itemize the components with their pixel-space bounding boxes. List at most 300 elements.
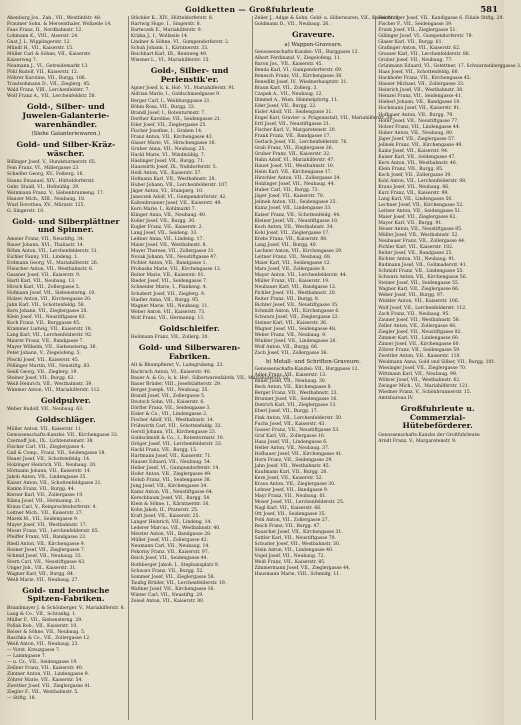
directory-entry: Kainz Josef, VII., Lindengasse 33. <box>254 206 332 212</box>
directory-entry: Neumann Carl, VII., Neubaug. 14. <box>130 544 210 550</box>
directory-entry: Heinrich Josef, VII., Westbahnstr. 38. <box>378 88 464 94</box>
directory-entry: Adler Franz, VII., Kaiserstr. 13. <box>254 373 327 379</box>
directory-entry: Lehner Josef, VII., Bandgasse 9. <box>254 487 329 493</box>
directory-entry: Winter Carl, VII., Neustiftg. 29. <box>130 592 204 598</box>
directory-entry: Brandmayer J. & Schönberger, V., Mariahilferstr. 8. <box>7 605 125 611</box>
directory-entry: Stadler Anna, VII., Burgg. 95. <box>130 297 200 303</box>
directory-entry: Lang Josef, VII., Burgg. 40. <box>254 242 318 248</box>
directory-entry: Gruber Franz, VII., Kaiserstr. 32. <box>254 152 331 158</box>
running-head <box>5 3 500 16</box>
directory-entry: Kaiser Franz, VII., Schottenfeldg. 44. <box>254 212 341 218</box>
directory-entry: Glaser Karl, VII., Burgg. 61. <box>378 40 443 46</box>
page-title: Goldketten — Großfuhrleute <box>185 5 315 14</box>
directory-entry: Pichler Karl, VII., Kaiserstr. 102. <box>378 245 454 251</box>
directory-entry: Genossenschafts-Kanzlei: VII., Burggasse 12. <box>254 49 359 55</box>
directory-entry: Heller Anton, VII., Neubaug. 37. <box>254 445 330 451</box>
directory-entry: Peter Johann, V., Ziegelofeng. 5. <box>7 351 81 357</box>
directory-entry: Kaltenbrunner Josef, VII., Kaiserstr. 49. <box>130 201 222 207</box>
directory-entry: Huber Carl, VII., Burgg. 73. <box>254 188 319 194</box>
directory-entry: Zach Josef, VII., Zollergasse 36. <box>254 351 328 357</box>
directory-entry: Jelinek Anton, VII., Seidengasse 25. <box>254 200 337 206</box>
directory-entry: Hofbauer Josef, VII., Kirchengasse 41. <box>254 451 343 457</box>
directory-entry: Weber Josef, VII., Burgg. 97. <box>378 293 445 299</box>
directory-entry: Ameier Franz, VII., Neustiftg. 34. <box>7 236 85 242</box>
directory-entry: Wöhrer Josef, VII., Westbahnstr. 62. <box>378 377 461 383</box>
directory-entry: Wolf Anton, VII., Burgg. 66. <box>254 345 319 351</box>
section-heading: Goldschläger. <box>36 415 96 425</box>
directory-entry: Pöllinger Martin, VII., Neustiftg. 83. <box>7 363 91 369</box>
directory-entry: Eichler Fanny, VII., Lindeng. 1. <box>7 254 79 260</box>
directory-entry: Heller Josef, VI., Gumpendorferstr. 14. <box>130 466 220 471</box>
directory-entry: Kern Johann, VII., Zieglergasse 28. <box>7 309 88 315</box>
directory-entry: Unger Joh., VII., Kaiserstr. 31. <box>7 565 77 571</box>
directory-entry: Heinzel Franz, VII., Seidengasse 41. <box>378 94 463 100</box>
directory-entry: Leitner Anton, VII., Seidengasse 51. <box>378 209 462 214</box>
directory-entry: Maier Josef, VII., Zieglergasse 62. <box>378 215 457 221</box>
directory-entry: Haas Josef, VII., Schottenfeldg. 60. <box>378 70 459 76</box>
directory-entry: Lang Karl, VII., Lindengasse 50. <box>378 196 453 202</box>
directory-entry: Holzinger Heinrich, VII., Neubaug. 20. <box>7 463 97 469</box>
directory-entry: Novak Johann, VII., Neustiftgasse 47. <box>130 255 218 261</box>
directory-entry: Kaufmann Karl, VII., Burgg. 28. <box>254 469 328 475</box>
directory-entry: Pokorny Franz, VII., Kaiserstr. 97. <box>130 550 210 556</box>
directory-entry: Benedikt Josef, IV., Wiednerhauptstr. 31. <box>254 79 348 85</box>
directory-entry: Zöhrer Marie, VII., Kaiserstr. 54. <box>7 678 83 684</box>
directory-entry: Mündl H., VII., Kaiserstr. 15. <box>7 46 74 52</box>
directory-entry: Wolf Josef, VII., Lerchenfelderstr. 112. <box>378 305 467 311</box>
directory-entry: Holzer Anton, VII., Kirchengasse 20. <box>7 297 92 303</box>
directory-entry: Richter Josef, VII., Neustiftgasse 35. <box>254 302 339 308</box>
directory-entry: Erdmann Georg, VI., Mariahilferstr. 26. <box>7 261 99 266</box>
directory-entry: Frank Franz, VII., Bandgasse 17. <box>254 134 331 140</box>
directory-entry: Fischer Josefine, I., Graben 14. <box>130 128 203 134</box>
directory-entry: Klein & Söhne, I., Kärntnerstr. 16. <box>130 502 210 508</box>
directory-entry: Rudmann Josef, VII., Gollmaderstr. 41. <box>378 263 468 269</box>
directory-entry: Stein Anton, VII., Lindengasse 40. <box>254 548 334 554</box>
directory-entry: Zimmermann Josef, VII., Zieglergasse 44. <box>254 566 351 572</box>
directory-entry: Czernoff Joh., IX., Lichtensteinstr. 38. <box>7 438 94 444</box>
directory-entry: Janeczek Adolf, VI., Gumpendorferstr. 42. <box>130 195 227 200</box>
directory-entry: Genossenschafts-Kanzlei: VII., Burggasse 12. <box>254 367 359 373</box>
directory-entry: Schmid Josef, VII., Neubaug. 33. <box>7 553 83 559</box>
directory-entry: Leitner Anna, VII., Lindeng. 17. <box>130 237 204 243</box>
directory-entry: Vogel Josef, VII., Neubaug. 72. <box>254 554 325 560</box>
directory-entry: Neumann J., VI., Getreidemarkt 13. <box>7 64 89 70</box>
directory-entry: Reiter Marie, VII., Kaiserstr. 61. <box>130 273 205 279</box>
directory-entry: Reich Franz, VII., Burgg. 47. <box>254 524 321 530</box>
directory-entry: Lechner Anton, VII., Kirchengasse 29. <box>254 248 343 254</box>
directory-entry: Brunner Josef, VII., Seidengasse 16. <box>254 397 338 403</box>
directory-entry: Maier Josef, VII., Westbahnstr. 8. <box>130 243 207 249</box>
directory-entry: Sattler Karl, VII., Neustiftgasse 70. <box>254 536 336 542</box>
directory-entry: Klein Franz, VII., Burgg. 85. <box>378 166 444 172</box>
directory-entry: Wald Franz, VIII., Lerchenfeldstr. 7. <box>7 88 90 94</box>
directory-entry: Müller Josef, VII., Zollergasse 42. <box>130 538 209 544</box>
directory-entry: Gruber Anna, VII., Neubaug. 25. <box>130 146 206 152</box>
directory-entry: Kerschbaum Josef, VII., Burgg. 54. <box>130 496 211 502</box>
directory-entry: Weiß Anton, VII., Neubaug. 23. <box>7 642 79 648</box>
directory-entry: Gerstl Johann, VII., Kirchengasse 23. <box>130 429 217 435</box>
directory-entry: Kern Josef, VII., Kaiserstr. 52. <box>254 475 323 481</box>
directory-entry: Klima Josef, VII., Hermanng. 21. <box>7 499 82 505</box>
directory-entry: Moser Anton, VII., Neustiftgasse 85. <box>378 227 463 233</box>
directory-entry: Neubauer Franz, VII., Zollergasse 44. <box>378 239 466 245</box>
directory-entry: Goldmann D., VII., Neubaug. 26. <box>254 22 330 28</box>
directory-entry: Genossenschafts-Kanzlei der Großfuhrleute: <box>378 432 481 438</box>
directory-entry: Gillinger Josef, VI., Gumpendorferstr. 79. <box>378 34 473 40</box>
directory-entry: Kamm Franz, VII., Burgg. 44. <box>7 487 76 493</box>
directory-entry: Eisler Adolf, VII., Seidengasse 31. <box>254 109 333 115</box>
directory-entry: Heim Karl, VII., Kirchengasse 17. <box>254 170 332 176</box>
directory-entry: Frank Josef, VII., Zieglergasse 51. <box>378 28 457 34</box>
directory-entry: Berger Carl, I., Weihburggasse 21. <box>130 98 211 104</box>
directory-entry: Haslinger Josef, VII., Burgg. 71. <box>130 158 205 164</box>
directory-entry: Zwettler Josef, VII., Zieglergasse 41. <box>7 684 92 690</box>
directory-entry: Pichler Anton, VII., Bandgasse 1. <box>130 261 207 267</box>
directory-entry: Wagner Josef, VII., Seidengasse 48. <box>254 327 337 333</box>
directory-entry: Kaiser Anton, VII., Schottenfeldgasse 21. <box>7 481 103 487</box>
directory-entry: Maurer Franz, VII., Bandgasse 7. <box>7 339 84 345</box>
directory-entry: Schwarz Anton, VII., Kirchengasse 56. <box>378 275 468 281</box>
directory-entry: Kaiserweg 7. <box>7 58 38 64</box>
directory-entry: Koch Anton, VII., Westbahnstr. 34. <box>254 224 334 230</box>
directory-entry: Schmidt Anton, VII., Kirchengasse 6. <box>254 309 340 314</box>
directory-entry: Jahn Karl, VII., Schottenfeldg. 58. <box>7 303 86 309</box>
directory-entry: Hauer Josef, VII., Schottenfeldg. 14. <box>7 457 91 463</box>
directory-entry: Moser Josef, VII., Lerchenfelderstr. 25. <box>254 499 345 505</box>
directory-entry: Hartwig Hugo, I., Singerstr. 8. <box>130 22 202 28</box>
directory-entry: Mayr Franz, VII., Neubaug. 61. <box>254 493 327 499</box>
directory-entry: Jelinek Franz, VII., Kirchengasse 49. <box>378 142 463 148</box>
directory-entry: Hirschler Anton, VII., Zollergasse 24. <box>254 176 341 182</box>
directory-entry: Fleischer Anton, VII., Westbahnstr. 6. <box>7 267 94 273</box>
columns <box>5 16 521 720</box>
directory-entry: Gebr. Staidl, VI., Hofmühlg. 29. <box>7 184 80 190</box>
directory-entry: Eisler & Co., VII., Lindengasse 2. <box>130 411 208 417</box>
directory-entry: Fuchs Josef, VII., Kaiserstr. 43. <box>254 421 326 427</box>
directory-entry: Engel Karl, Gravier- u. Prägeanstalt, VII., Mariahilferstr. 34. <box>254 116 394 121</box>
directory-entry: Deutsch Sohn, VII., Kaiserstr. 6. <box>130 399 205 405</box>
directory-entry: Lang Josef, VII., Seideng. 33. <box>130 231 198 237</box>
directory-entry: Reiter Franz, VII., Burgg. 8. <box>254 296 320 302</box>
directory-entry: Ertl Josef, VII., Neustiftgasse 21. <box>254 122 331 128</box>
directory-entry: Schneider Marie, I., Plankeng. 4. <box>130 285 208 291</box>
directory-entry: Hanns Emanuel, XIV., Hütteldorferstr. <box>7 178 95 184</box>
directory-entry: — u. Cz., VII., Seidengasse 19. <box>7 660 78 666</box>
directory-entry: Dorfner Karoline, VII., Seidengasse 21. <box>130 116 222 122</box>
directory-entry: Mayer Josef, VII., Westbahnstr. 17. <box>7 523 88 529</box>
directory-entry: Brandl Josef, I., Rotenturmstr. 7. <box>130 110 206 116</box>
directory-entry: Kaiser Karl, VII., Seidengasse 47. <box>378 154 456 160</box>
directory-entry: Hofmann Karl, VII., Westbahnstr. 28. <box>130 176 216 182</box>
directory-entry: Kohl Josef, VII., Zieglergasse 17. <box>254 230 330 236</box>
directory-entry: Jäger Anton, VI., Stumperg. 10. <box>130 188 204 194</box>
directory-entry: Eder Josef, VII., Zieglergasse 25. <box>130 122 207 128</box>
directory-entry: Grünmann Eduard, VI., Gstettner, 17. Schwarzenberggasse 3. <box>378 64 521 70</box>
directory-entry: Wagner Karl, VII., Burgg. 84. <box>7 571 75 577</box>
directory-entry: Hahn Adolf, VI., Mariahilferstr. 47. <box>254 158 335 164</box>
directory-entry: Rothberger Jakob, I., Stephansplatz 9. <box>130 562 220 568</box>
directory-entry: Zeisel Anton, VII., Kaiserstr. 80. <box>130 598 205 604</box>
directory-entry: Müller Josef, VII., Westbahnstr. 52. <box>378 233 459 239</box>
directory-entry: Reiser & Söhne, VII., Neubaug. 5. <box>7 630 86 636</box>
directory-entry: Gust J. L. Wipplingerstr. 12. <box>7 40 71 46</box>
directory-entry: Eberl Josef, VII., Burgg. 17. <box>254 409 319 415</box>
section-heading: Goldpulver. <box>40 395 91 405</box>
directory-entry: Ziegler Josef, VII., Neustiftgasse 92. <box>378 329 462 335</box>
directory-entry: Bauer A. & Co., k. k. Hof-, Silberwarenfabrik, VII., Mariahilferstr. 52. <box>130 375 291 381</box>
directory-entry: Lohmann K., VIII., Alserstr. 24. <box>7 34 79 40</box>
directory-entry: Wallner Josef, VII., Kirchengasse 16. <box>130 586 215 592</box>
directory-entry: Kainz Anton, VII., Neustiftgasse 64. <box>130 490 214 496</box>
directory-entry: Wagner Karl, VII., Zieglergasse 66. <box>378 287 460 293</box>
directory-entry: Jakob Anton, VII., Lindengasse 35. <box>7 475 87 481</box>
directory-entry: Goldschmidt & Co., I., Rotenturmstr. 10. <box>130 435 225 441</box>
directory-entry: Nagl Karl, VII., Kaiserstr. 66. <box>254 505 322 511</box>
directory-entry: Marek M., VII., Seidengasse 9. <box>7 517 79 523</box>
directory-entry: Holzer Franz, VII., Lindengasse 44. <box>378 124 461 130</box>
directory-entry: Rieder Josef, VII., Seidengasse 7. <box>130 279 208 285</box>
directory-entry: Meister Anton, VII., Bandgasse 28. <box>130 532 212 538</box>
directory-entry: Holub Franz, VII., Seidengasse 38. <box>130 478 212 484</box>
directory-entry: Kainz Josef, VII., Kaiserstr. 94. <box>378 148 449 154</box>
directory-entry: Hofmann Josef, VII., Siebensterng. 10. <box>7 291 96 297</box>
directory-entry: Steiner Josef, VII., Burgg. 62. <box>7 375 75 381</box>
directory-entry: Zimmer Anton, VII., Lindengasse 9. <box>7 672 90 678</box>
directory-entry: Fischer F., VII., Seidengasse 39. <box>378 22 453 28</box>
directory-entry: Weiß Heinrich, VII., Westbahnstr. 39. <box>7 381 93 387</box>
section-heading: Gold- und Silberwaren-Fabriken. <box>138 343 241 361</box>
directory-entry: Bauer Brüder, VIII., Josefstädterstr. 29. <box>130 381 222 387</box>
directory-entry: Pöhl Rudolf, VII., Kaiserstr. 12. <box>7 70 79 76</box>
directory-entry: Böhm Rosa, VII., Burgg. 33. <box>130 104 196 110</box>
directory-entry: Heiß Anton, VII., Kaiserstr. 57. <box>130 170 202 176</box>
directory-entry: Stern Carl, VII., Neustiftgasse 43. <box>7 559 86 565</box>
directory-entry: Neubauer Karl, VII., Bandgasse 12. <box>254 284 337 290</box>
directory-entry: Schmidt Franz, VII., Lindengasse 55. <box>378 269 464 275</box>
directory-entry: Mayer Wilhelm, VII., Siebensterng. 36. <box>7 345 98 351</box>
directory-entry: Gerlach Josef, VII., Lerchenfelderstr. 76. <box>254 140 348 146</box>
directory-entry: Billinger Josef, V., Hundsturmerstr. 65. <box>7 160 97 166</box>
directory-entry: — Stiftg. 18. <box>7 696 36 702</box>
directory-entry: Müller Carl & Söhne, VII., Kaiserstr. <box>7 52 92 58</box>
directory-entry: Marx Josef, VII., Zollergasse 8. <box>254 266 326 272</box>
directory-entry: Klein Josef, VII., Neustiftgasse 83. <box>7 315 86 321</box>
directory-entry: Schuster Josef, VII., Westbahnstr. 30. <box>254 542 341 548</box>
directory-entry: Frühwirth Carl, VII., Schottenfeldg. 32. <box>130 423 222 429</box>
directory-entry: Wolf Franz, VII., Hermanng. 13. <box>130 315 205 321</box>
section-heading: Goldschleifer. <box>159 323 220 333</box>
directory-entry: Pollak Rob., VII., Kaiserstr. 10. <box>7 624 78 629</box>
directory-entry: Albert Ferdinand, V., Ziegelofeng. 11. <box>254 55 342 61</box>
directory-entry: Wiedner Franz, V., Schönbrunnerstr. 15. <box>378 389 472 395</box>
directory-entry: Zinner Josef, VII., Kirchengasse 60. <box>378 341 461 347</box>
directory-entry: Hartl Karl, VII., Neubaug. 13. <box>7 279 76 285</box>
directory-entry: Gassner Josef, VII., Kaiserstr. 9. <box>7 273 81 279</box>
directory-entry: Feichtinger Josef, VII., Kandlgasse 6. Filiale Stiftg. 29. <box>378 16 504 21</box>
directory-entry: Jung Josef, VII., Kirchengasse 34. <box>130 484 208 490</box>
directory-entry: Fink Anton, VII., Lerchenfelderstr. 50. <box>254 415 343 421</box>
directory-entry: Dörfler Franz, VII., Seidengasse 3. <box>130 405 211 411</box>
directory-entry: Ziegler F., VII., Westbahnstr. 5. <box>7 690 79 696</box>
directory-entry: Kohn Jakob, II., Praterstr. 25. <box>130 508 199 514</box>
directory-entry: Kraus Josef, VII., Neubaug. 86. <box>378 184 450 190</box>
directory-entry: Fischer Carl, VII., Zieglergasse 4. <box>7 445 85 450</box>
directory-entry: Arndt Franz, V., Margaretenstr. 9. <box>378 438 457 444</box>
directory-entry: Müller F., VII., Siebensterng. 29. <box>7 617 83 623</box>
directory-entry: Mayer Therese, VII., Zollergasse 31. <box>130 249 215 255</box>
directory-entry: Kleiner Josef, VII., Neustiftgasse 10. <box>254 218 339 224</box>
directory-entry: Zwinger Mich., VI., Mariahilferstr. 121. <box>378 383 470 389</box>
directory-entry: Grafinger Anton, VII., Kaiserstr. 62. <box>378 46 461 52</box>
directory-entry: Eder Josef, VII., Burgg. 22. <box>254 103 317 109</box>
directory-entry: Czapek A., VII., Neubaug. 12. <box>254 91 323 97</box>
directory-entry: Böhm Anton, VII., Lerchenfelderstr. 31. <box>7 248 99 254</box>
directory-entry: Reich Josef, VII., Seidengasse 44. <box>130 556 208 562</box>
directory-entry: Zimmer Karl, VII., Lindengasse 60. <box>378 335 460 341</box>
directory-entry: Leitner Franz, VII., Neubaug. 68. <box>254 254 332 260</box>
directory-entry: Wolf Franz A., VII., Lerchenfeldstr. 58. <box>7 94 96 100</box>
directory-entry: Bachruch Anton, VI., Kaiserstr. 40. <box>130 369 212 375</box>
directory-entry: Hofer Anton, VII., Zieglergasse 49. <box>130 472 212 478</box>
section-heading: Gold-, Silber- und Juwelen-Galanterie-warenhändler. <box>22 102 110 129</box>
directory-entry: Pichler Josef, VII., Westbahnstr. 20. <box>254 290 337 296</box>
directory-entry: Beck Anton, VII., Kirchengasse 8. <box>254 385 332 391</box>
directory-entry: Mayer Anton, VII., Lerchenfelderstr. 44. <box>254 272 348 278</box>
directory-entry: Zach Franz, VII., Neubaug. 95. <box>378 311 450 317</box>
page-number: 581 <box>480 5 498 15</box>
directory-entry: Schubert Josef, VII., Zieglerg. 9. <box>130 291 206 297</box>
directory-entry: Winkler Josef, VII., Lindengasse 26. <box>254 339 337 345</box>
directory-entry: Weiß Marie, VII., Neubaug. 27. <box>7 577 79 583</box>
directory-entry: Heilmann Franz, VII., Zollerg. 20. <box>130 335 209 341</box>
directory-entry: Hörmann Johann, VII., Kaiserstr. 14. <box>7 469 92 475</box>
directory-entry: Benda Karl, VI., Gumpendorferstr. 69. <box>254 67 343 73</box>
directory-entry: — Lammgasse 7. <box>7 654 47 660</box>
directory-entry: Braun Karl, VII., Zollerg. 3. <box>254 85 318 91</box>
directory-entry: Trautsohmann D., VII., Zieglerg. 45. <box>7 82 91 88</box>
directory-entry: — Vorst. Kreuzgasse 7. <box>7 648 61 654</box>
directory-entry: Reichhart Karl, III., Rennweg 49. <box>130 52 208 58</box>
directory-entry: Wimmer Anton, VII., Mariahilferstr. 112. <box>7 387 101 393</box>
directory-entry: Zauner Josef, VII., Westbahnstr. 58. <box>378 317 461 323</box>
directory-entry: Pohl Anton, VII., Zollergasse 27. <box>254 518 330 524</box>
directory-entry: Hauser Eduard, VII., Neubaug. 54. <box>130 459 212 465</box>
section-heading: Graveure. <box>291 30 335 40</box>
directory-entry: Stöckler K., XIV., Hütteldorferstr. 8. <box>130 16 214 21</box>
directory-entry: Benesch Franz, VII., Kirchengasse 38. <box>254 73 343 79</box>
directory-entry: Leitner Mich., VII., Kaiserstr. 27. <box>7 511 84 517</box>
directory-entry: Taußig Brüder, VII., Lerchenfelderstr. 19. <box>130 580 227 586</box>
directory-entry: Koller Josef, VII., Burgg. 30. <box>130 219 196 225</box>
directory-entry: Sommer Josef, VII., Zieglergasse 58. <box>130 574 215 580</box>
directory-entry: Weber Franz, VII., Neubaug. 9. <box>254 333 327 339</box>
directory-entry: Hauser Mich., XIII., Neubaug. 18. <box>7 196 86 202</box>
directory-entry: Abenburg Jos., Zab., VII., Westbhfstr. 48. <box>7 16 102 21</box>
directory-entry: Hackl Franz, VII., Burgg. 15. <box>130 447 198 453</box>
directory-entry: Pöschl Josef, VII., Kaiserstr. 45. <box>7 357 80 363</box>
directory-entry: Hauser Michael, VII., Zollergasse 33. <box>378 82 465 88</box>
directory-entry: Klinger Anna, VII., Neubaug. 40. <box>130 213 207 219</box>
directory-entry: Zeiler J., Adige & Sohn, Gold- u. Silberwaren, VII., Kaiserstr. 9. <box>254 16 400 21</box>
directory-entry: Müller Franz, VII., Kaiserstr. 19. <box>254 278 330 284</box>
directory-entry: Kraus Anton, VII., Zieglergasse 30. <box>254 481 336 487</box>
directory-entry: Kohl Anton, VII., Lerchenfelderstr. 98. <box>378 178 467 184</box>
directory-entry: Raschka & Co., VII., Zollergasse 12. <box>7 636 91 642</box>
directory-entry: Grab Franz, VII., Zieglergasse 36. <box>254 146 334 152</box>
directory-entry: Aldrian Marie, I., Goldschmiedgasse 9. <box>130 92 221 98</box>
directory-entry: Hackl Marie, VI., Windmühlg. 7. <box>130 152 206 158</box>
directory-entry: Steiner Karl, VII., Kaiserstr. 36. <box>254 321 328 327</box>
directory-entry: Hochmann Josef, VII., Kaiserstr. 91. <box>378 106 461 112</box>
directory-entry: Hauswirth Josef, IX., Nußdorferstr. 5. <box>130 164 218 170</box>
directory-entry: Schwarz Franz, VII., Burgg. 52. <box>130 568 204 574</box>
directory-entry: Seidl Georg, VII., Zieglerg. 19. <box>7 369 78 375</box>
directory-entry: Kern Marie, I., Kohlmarkt 7. <box>130 207 196 213</box>
directory-entry: Hackhofer Franz, VII., Kirchengasse 45. <box>378 76 472 82</box>
directory-entry: Hofer Josef, VII., Neustiftgasse 77. <box>378 118 459 124</box>
directory-entry: Hauer Josef, VII., Westbahnstr. 10. <box>254 164 335 170</box>
directory-entry: Koch Franz, VII., Burggasse 45. <box>7 321 81 327</box>
directory-entry: Hofbauer Anton, VII., Burgg. 79. <box>378 112 454 118</box>
directory-entry: Krizka J., I., Wollzeile 14. <box>130 34 189 40</box>
section-subheading: a) Wappen-Graveure. <box>284 41 343 48</box>
directory-entry: Jäger Josef, VII., Kaiserstr. 70. <box>254 194 325 200</box>
directory-entry: Prohaska Marie, VII., Kirchengasse 12. <box>130 267 222 273</box>
directory-entry: Berger Franz, VII., Westbahnstr. 23. <box>254 391 338 397</box>
directory-entry: Riedl Anton, VII., Kirchengasse 9. <box>7 541 86 547</box>
directory-entry: Gasser Franz, VII., Neustiftgasse 53. <box>254 427 340 433</box>
section-heading: Gold- und leonische Spitzen-Fabriken. <box>22 585 110 604</box>
directory-entry: Lechner Josef, VII., Kirchengasse 52. <box>378 202 464 208</box>
directory-entry: Dietrich Karl, VII., Zieglergasse 13. <box>254 403 337 409</box>
directory-entry: Huber Anton, VII., Neubaug. 80. <box>378 130 454 136</box>
directory-entry: Steiner Josef, VII., Seidengasse 55. <box>378 281 460 287</box>
directory-entry: Alt & Rhumpflerer, V., Laimgrubeng. 23. <box>130 363 224 369</box>
directory-entry: Kraft Josef, VII., Kaiserstr. 25. <box>130 514 200 520</box>
directory-entry: Kerner Karl, VII., Zollergasse 19. <box>7 493 84 499</box>
directory-entry: Weber Rudolf, VII., Neubaug. 63. <box>7 407 84 413</box>
directory-entry: Zwettler Anton, VII., Kaiserstr. 110. <box>378 353 461 359</box>
directory-entry: Zeller Anton, VII., Zollergasse 48. <box>378 323 457 329</box>
section-heading: Gold-, Silber- und Perlenstik'er. <box>150 66 229 84</box>
directory-entry: Wuzl Dorothea, XV., Märzstr. 125. <box>7 202 85 208</box>
directory-entry: Kraus Carl, V., Reinprechtsdorferstr. 4. <box>7 505 97 511</box>
directory-entry: Nöhrer Karoline, VII., Burgg. 106. <box>7 76 87 82</box>
directory-entry: Rauscher Josef, VII., Kirchengasse 31. <box>254 530 343 536</box>
directory-entry: Brandl Josef, VII., Zollergasse 5. <box>130 393 206 399</box>
directory-entry: Weiß Franz, VII., Kaiserstr. 85. <box>254 560 326 566</box>
directory-entry: Wagner Marie, VII., Neubaug. 11. <box>130 303 209 309</box>
directory-entry: Mayer Karl, VII., Burgg. 91. <box>378 221 443 227</box>
directory-entry: Amtsbureau IV. <box>378 395 414 401</box>
directory-entry: Kurz Franz, VII., Kaiserstr. 99. <box>378 190 449 196</box>
directory-entry: Reiter Josef, VII., Bandgasse 25. <box>378 251 453 257</box>
directory-entry: Gall & Comp., Franz, VII., Seidengasse 18. <box>7 451 106 457</box>
directory-entry: Faus Franz, II., Nordbahnstr. 12. <box>7 28 83 34</box>
directory-entry: Wittmann Karl, VII., Neubaug. 99. <box>378 371 458 377</box>
directory-entry: Zellner Franz, VII., Kaiserstr. 40. <box>7 666 84 672</box>
directory-entry: Grasser Karl, VII., Lerchenfelderstr. 86. <box>378 52 471 58</box>
directory-entry: Franz Anton, VII., Kirchengasse 43. <box>130 134 214 140</box>
directory-entry: Fischer Adolf, VII., Westbahnstr. 14. <box>130 417 215 423</box>
directory-entry: Lederer Marcus, VII., Westbahnstr. 40. <box>130 526 221 532</box>
directory-entry: G. Singerstr. 10. <box>7 208 45 214</box>
directory-entry: Krammer Ludwig, VII., Kaiserstr. 18. <box>7 327 93 333</box>
column-1 <box>5 16 129 720</box>
directory-entry: Hieberl Johann, VII., Bandgasse 19. <box>378 100 461 106</box>
directory-entry: Bauer Josef, VII., Neubaug. 30. <box>254 379 327 385</box>
